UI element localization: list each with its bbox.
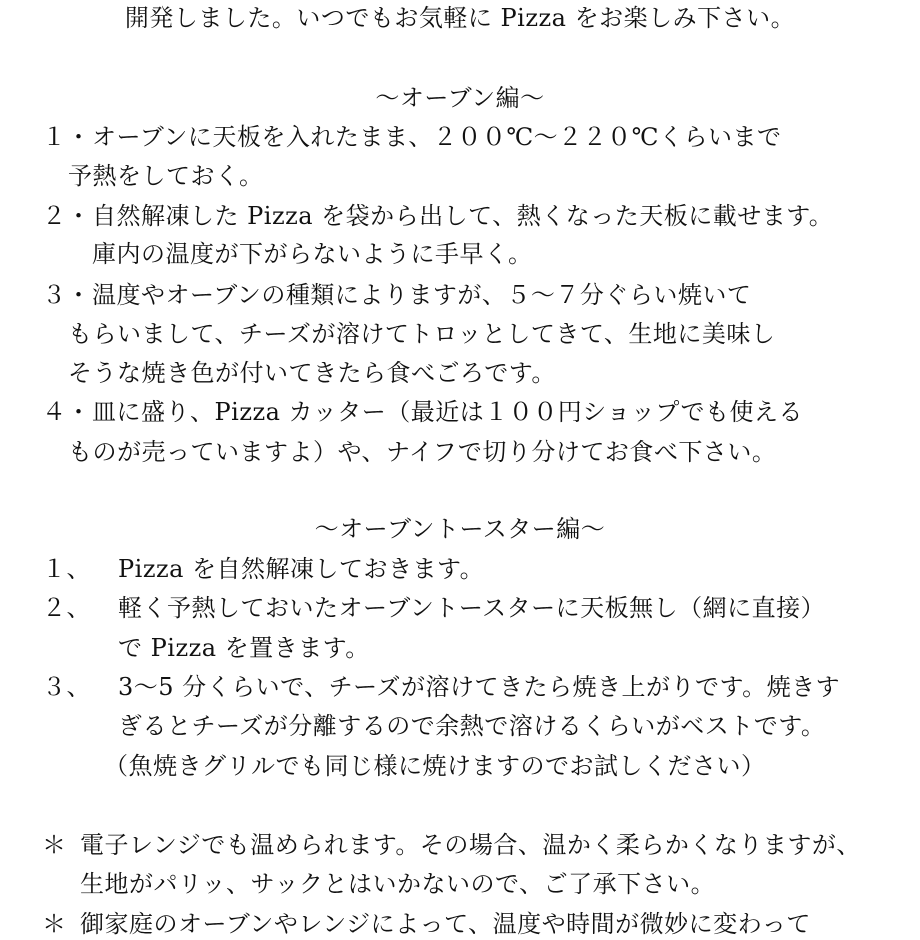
oven-item-line: そうな焼き色が付いてきたら食べごろです。 <box>68 359 556 387</box>
oven-item-number: ２・ <box>42 202 91 230</box>
toaster-item-number: １、 <box>42 555 91 583</box>
oven-item-line: 予熱をしておく。 <box>68 162 264 190</box>
oven-item-line: オーブンに天板を入れたまま、２００℃〜２２０℃くらいまで <box>92 123 782 151</box>
intro-line: 開発しました。いつでもお気軽に Pizza をお楽しみ下さい。 <box>124 4 796 32</box>
oven-item-line: 自然解凍した Pizza を袋から出して、熱くなった天板に載せます。 <box>92 202 834 230</box>
toaster-item-number: ２、 <box>42 594 91 622</box>
toaster-item-line: Pizza を自然解凍しておきます。 <box>118 555 485 583</box>
note-mark: ＊ <box>42 910 67 938</box>
oven-item-line: 庫内の温度が下がらないように手早く。 <box>92 240 533 268</box>
toaster-item-line: 軽く予熱しておいたオーブントースターに天板無し（網に直接） <box>118 594 826 622</box>
note-line: 電子レンジでも温められます。その場合、温かく柔らかくなりますが、 <box>80 831 861 859</box>
oven-item-line: 皿に盛り、Pizza カッター（最近は１００円ショップでも使える <box>92 398 804 426</box>
oven-item-line: もらいまして、チーズが溶けてトロッとしてきて、生地に美味し <box>68 320 776 348</box>
toaster-item-line: ぎるとチーズが分離するので余熱で溶けるくらいがベストです。 <box>118 712 826 740</box>
toaster-item-line: で Pizza を置きます。 <box>118 634 370 662</box>
oven-item-number: ３・ <box>42 281 91 309</box>
oven-item-number: １・ <box>42 123 91 151</box>
note-line: 生地がパリッ、サックとはいかないので、ご了承下さい。 <box>80 870 716 898</box>
note-mark: ＊ <box>42 831 67 859</box>
oven-item-line: 温度やオーブンの種類によりますが、５〜７分ぐらい焼いて <box>92 281 752 309</box>
toaster-section-heading: 〜オーブントースター編〜 <box>314 515 606 543</box>
toaster-item-line: （魚焼きグリルでも同じ様に焼けますのでお試しください） <box>104 752 766 780</box>
oven-section-heading: 〜オーブン編〜 <box>375 84 545 112</box>
oven-item-number: ４・ <box>42 398 91 426</box>
oven-item-line: ものが売っていますよ）や、ナイフで切り分けてお食べ下さい。 <box>68 438 777 466</box>
toaster-item-number: ３、 <box>42 673 91 701</box>
note-line: 御家庭のオーブンやレンジによって、温度や時間が微妙に変わって <box>80 910 811 938</box>
toaster-item-line: 3〜5 分くらいで、チーズが溶けてきたら焼き上がりです。焼きす <box>118 673 841 701</box>
